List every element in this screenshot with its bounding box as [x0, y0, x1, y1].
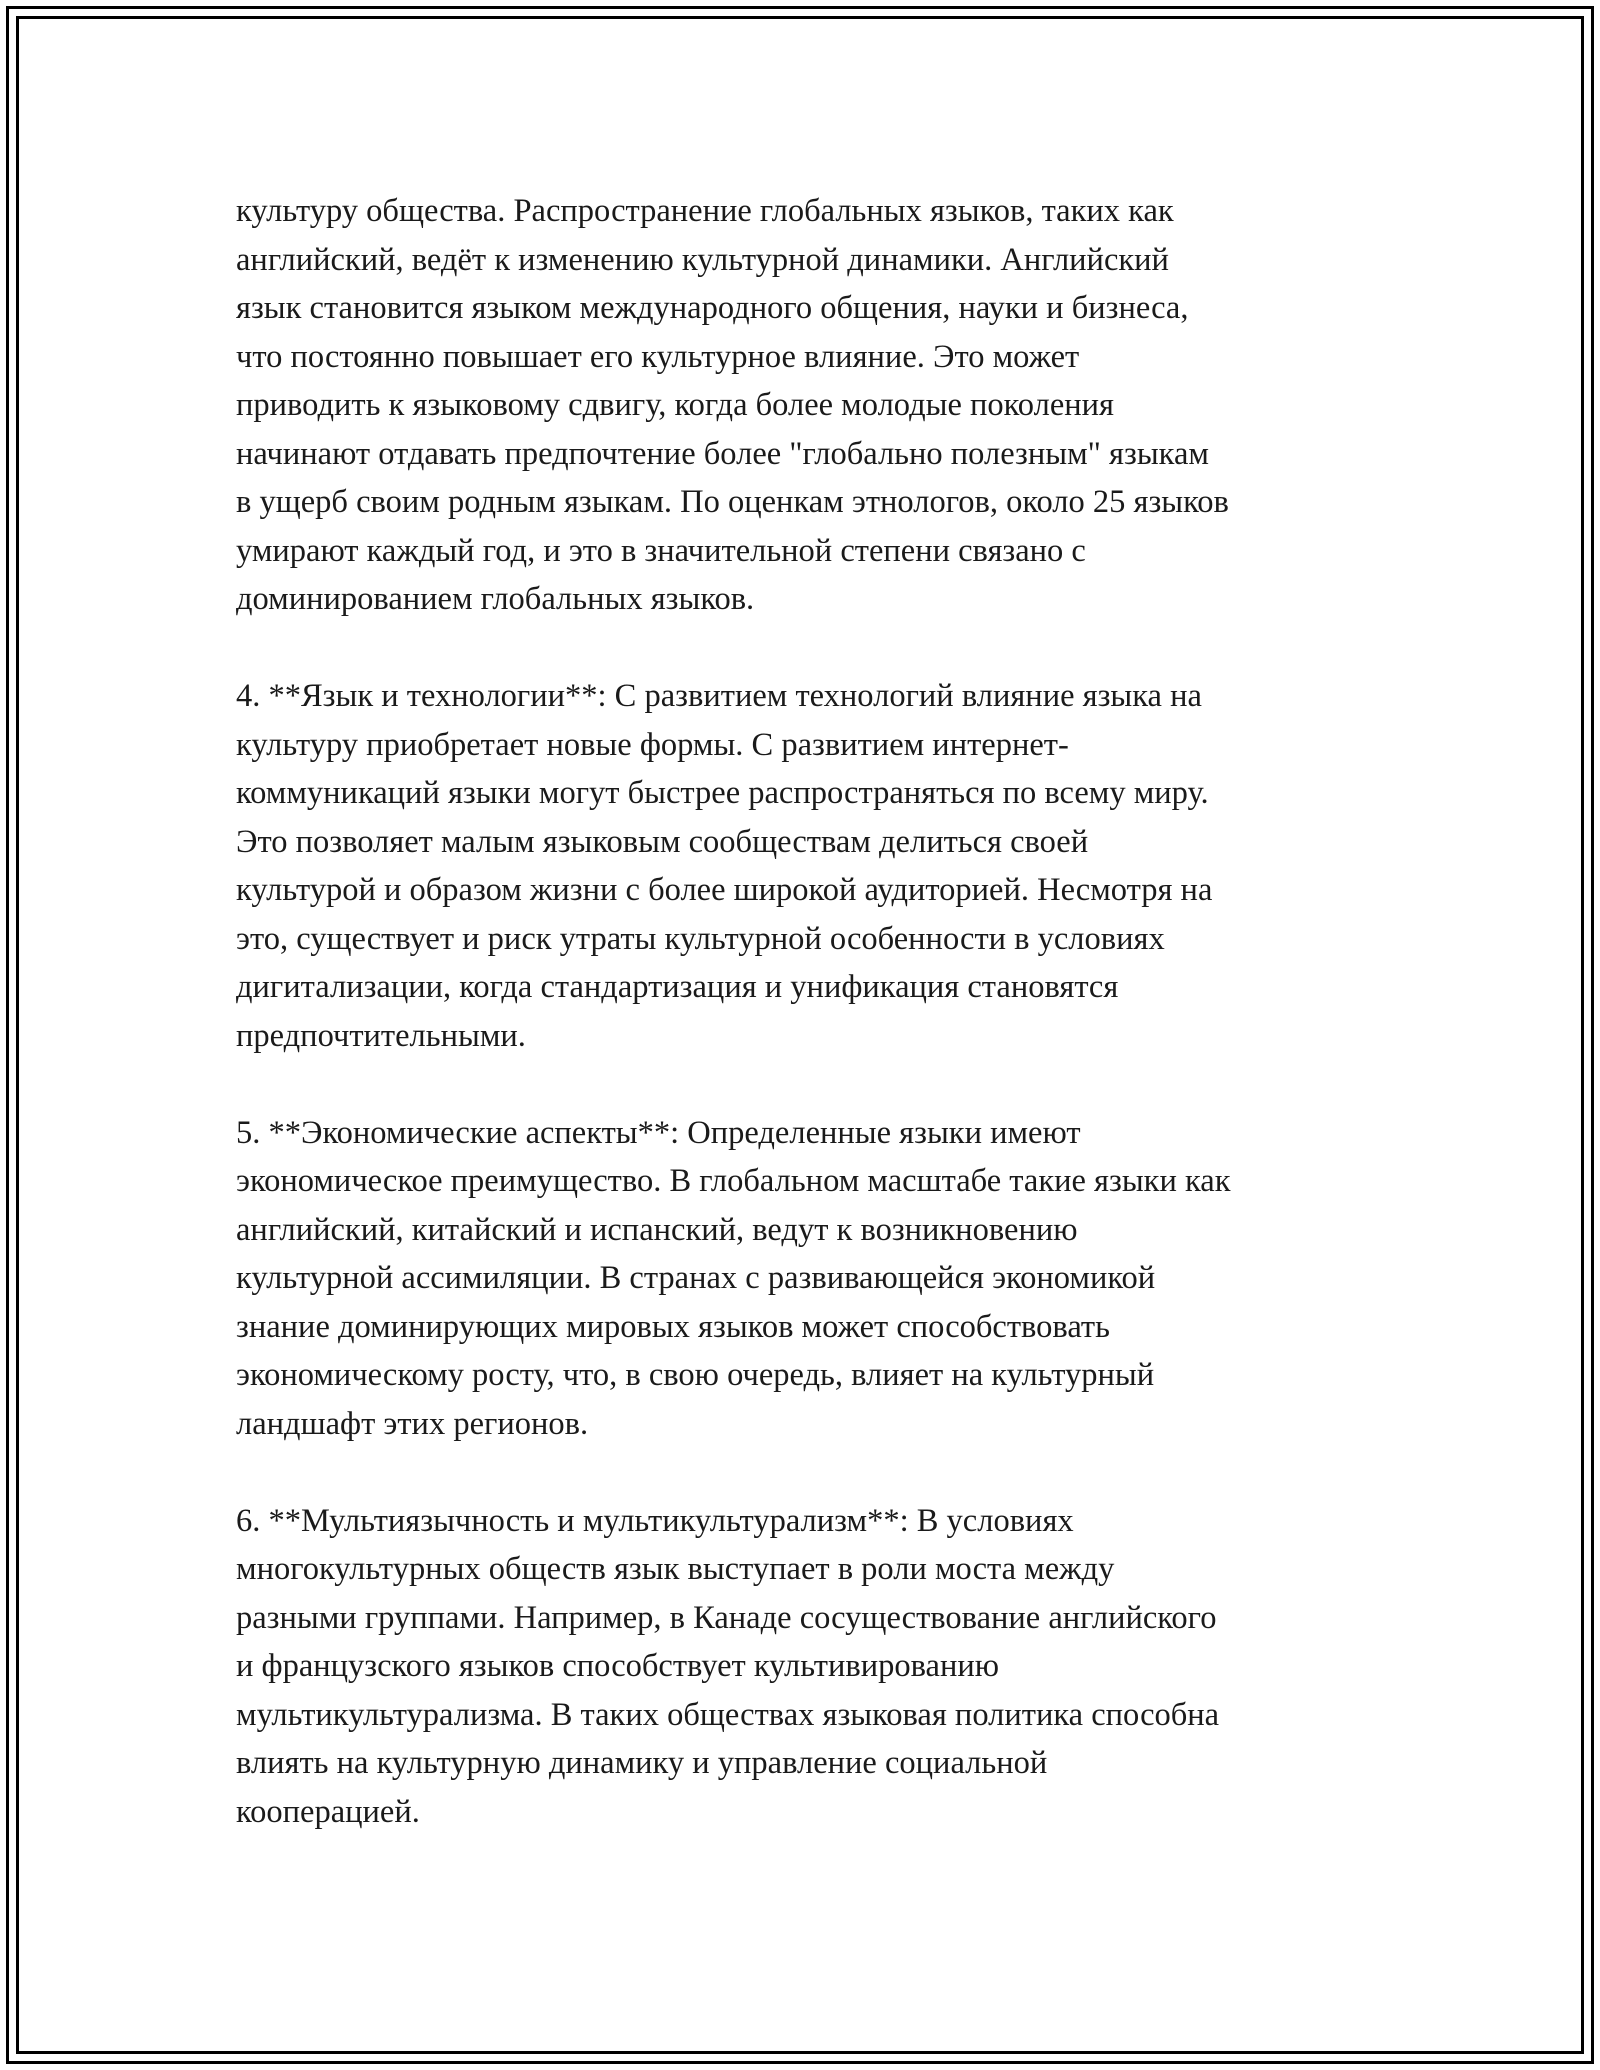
text-line: коммуникаций языки могут быстрее распространяться по всему миру.	[236, 775, 1209, 811]
text-line: начинают отдавать предпочтение более "глобально полезным" языкам	[236, 435, 1209, 472]
paragraph-spacer	[236, 1448, 1366, 1497]
text-line: и французского языков способствует культивированию	[236, 1648, 1000, 1684]
text-line: знание доминирующих мировых языков может способствовать	[236, 1308, 1110, 1345]
text-line: разными группами. Например, в Канаде сосуществование английского	[236, 1599, 1217, 1636]
text-line: влиять на культурную динамику и управление социальной	[236, 1745, 1048, 1781]
text-line: в ущерб своим родным языкам. По оценкам этнологов, около 25 языков	[236, 484, 1229, 520]
text-line: ландшафт этих регионов.	[236, 1405, 589, 1442]
text-line: язык становится языком международного общения, науки и бизнеса,	[236, 290, 1189, 326]
text-line: кооперацией.	[236, 1793, 420, 1830]
document-body	[236, 187, 1366, 1836]
text-line: это, существует и риск утраты культурной особенности в условиях	[236, 920, 1165, 957]
text-line: культурной ассимиляции. В странах с развивающейся экономикой	[236, 1260, 1156, 1296]
paragraph-multilingualism	[236, 1497, 1366, 1837]
paragraph-language-dominance	[236, 187, 1366, 624]
text-line: умирают каждый год, и это в значительной степени связано с	[236, 532, 1086, 569]
text-line: культуру приобретает новые формы. С развитием интернет-	[236, 726, 1069, 763]
text-line: приводить к языковому сдвигу, когда более молодые поколения	[236, 387, 1115, 423]
text-line: культурой и образом жизни с более широкой аудиторией. Несмотря на	[236, 872, 1213, 908]
paragraph-spacer	[236, 624, 1366, 673]
text-line: культуру общества. Распространение глобальных языков, таких как	[236, 193, 1174, 229]
text-line: 5. **Экономические аспекты**: Определенные языки имеют	[236, 1114, 1081, 1151]
text-line: доминированием глобальных языков.	[236, 581, 755, 617]
text-line: экономическому росту, что, в свою очередь, влияет на культурный	[236, 1357, 1155, 1393]
text-line: 4. **Язык и технологии**: С развитием технологий влияние языка на	[236, 678, 1202, 714]
paragraph-spacer	[236, 1060, 1366, 1109]
paragraph-language-technology	[236, 672, 1366, 1060]
text-line: английский, ведёт к изменению культурной динамики. Английский	[236, 241, 1169, 278]
text-line: предпочтительными.	[236, 1017, 526, 1054]
text-line: дигитализации, когда стандартизация и унификация становятся	[236, 969, 1119, 1005]
paragraph-economic-aspects	[236, 1109, 1366, 1449]
text-line: экономическое преимущество. В глобальном масштабе такие языки как	[236, 1163, 1231, 1199]
text-line: 6. **Мультиязычность и мультикультурализм**: В условиях	[236, 1502, 1074, 1539]
text-line: многокультурных обществ язык выступает в роли моста между	[236, 1551, 1115, 1587]
text-line: Это позволяет малым языковым сообществам делиться своей	[236, 823, 1089, 860]
text-line: английский, китайский и испанский, ведут к возникновению	[236, 1211, 1078, 1248]
text-line: мультикультурализма. В таких обществах языковая политика способна	[236, 1696, 1220, 1733]
text-line: что постоянно повышает его культурное влияние. Это может	[236, 338, 1080, 375]
